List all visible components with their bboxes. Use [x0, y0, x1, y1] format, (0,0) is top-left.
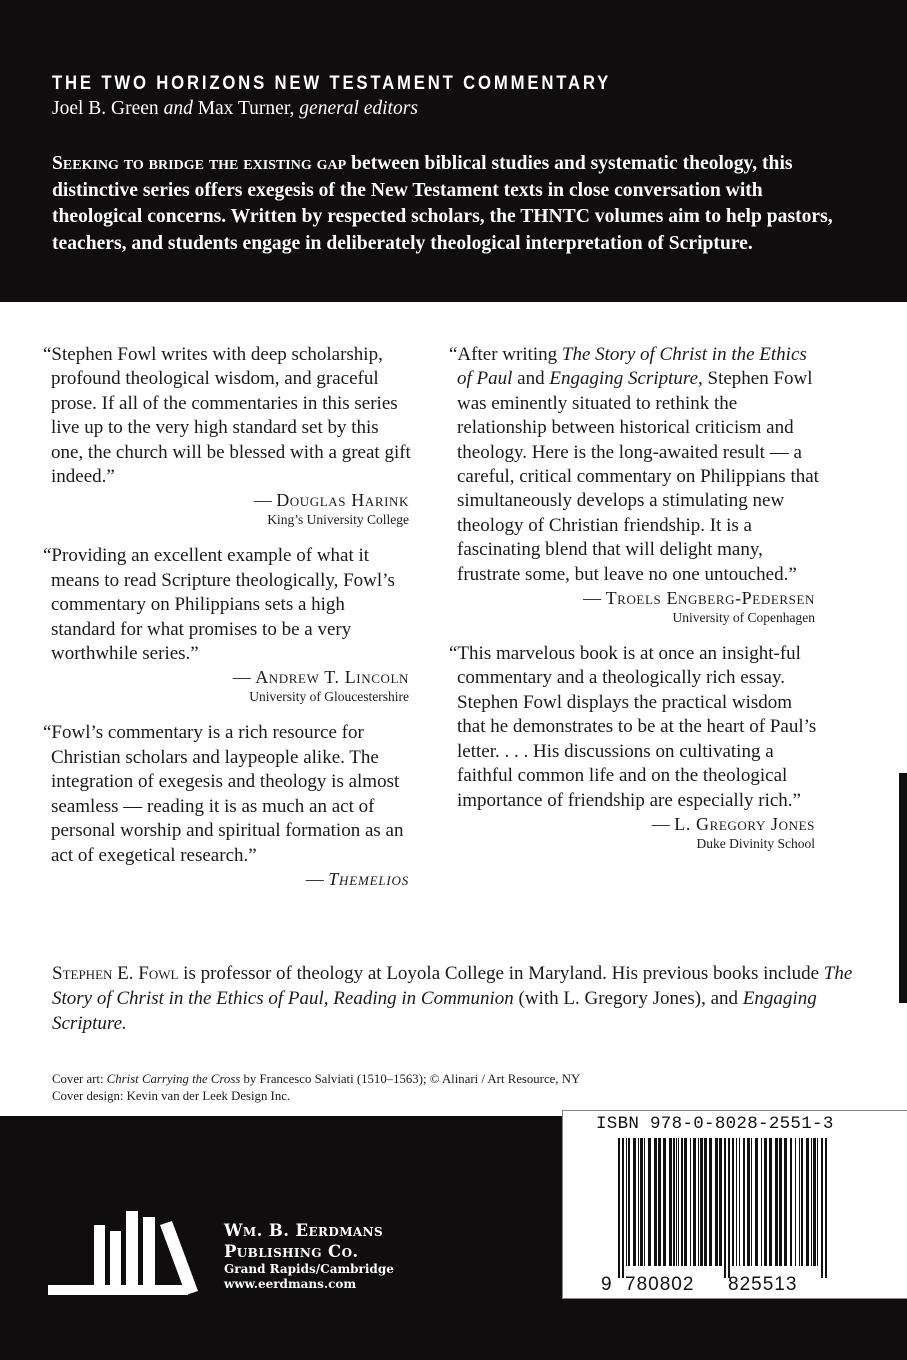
barcode-bar — [681, 1138, 683, 1266]
barcode-bars — [618, 1138, 827, 1278]
barcode-bar — [747, 1138, 750, 1266]
barcode-bar — [761, 1138, 762, 1266]
barcode-bar — [618, 1138, 620, 1278]
barcode-digits-group: 780802 — [625, 1274, 695, 1295]
barcode-bar — [622, 1138, 624, 1278]
barcode-bar — [709, 1138, 712, 1266]
editor-name: Joel B. Green — [52, 98, 159, 119]
isbn-number: ISBN 978-0-8028-2551-3 — [596, 1114, 834, 1134]
barcode-bar — [633, 1138, 636, 1266]
barcode-bar — [654, 1138, 657, 1266]
publisher-info — [224, 1220, 394, 1292]
barcode-bar — [764, 1138, 767, 1266]
barcode-bar — [704, 1138, 707, 1266]
series-header-band — [0, 0, 907, 302]
barcode-bar — [751, 1138, 752, 1266]
edge-mark — [899, 773, 907, 1003]
barcode-bar — [658, 1138, 661, 1266]
barcode-bar — [700, 1138, 703, 1266]
barcode-bar — [743, 1138, 745, 1266]
logo-book — [143, 1217, 155, 1295]
barcode-bar — [813, 1138, 816, 1266]
author-name: Stephen E. Fowl — [52, 963, 179, 984]
endorsement-text: “Fowl’s commentary is a rich resource for Christian scholars and laypeople alike. The integration of exegesis and theology is almost seamless — reading it is as much an act of personal worship and spiritual formation as an act of exegetical research.” — [43, 722, 404, 866]
series-title: THE TWO HORIZONS NEW TESTAMENT COMMENTARY — [52, 73, 612, 94]
barcode-bar — [795, 1138, 796, 1266]
logo-leaning-book — [160, 1221, 198, 1295]
editor-name: Max Turner, — [197, 98, 295, 119]
endorsement-author: — Troels Engberg-Pedersen — [583, 588, 815, 609]
publisher-location: Grand Rapids/Cambridge — [224, 1262, 394, 1276]
cover-art-credit: Cover art: Christ Carrying the Cross by Francesco Salviati (1510–1563); © Alinari / Art Resource, NY — [52, 1072, 581, 1086]
endorsement — [43, 721, 413, 889]
barcode-bar — [799, 1138, 800, 1266]
publisher-website: www.eerdmans.com — [224, 1277, 357, 1291]
endorsement-text: “This marvelous book is at once an insight-ful commentary and a theologically rich essay. Stephen Fowl displays the practical wisdom that he demonstrates to be at the heart of Paul’s letter. . . . His discussions on cultivating a faithful common life and on the theological importance of friendship are especially rich.” — [449, 643, 817, 811]
barcode-bar — [628, 1138, 630, 1266]
barcode-bar — [719, 1138, 722, 1266]
logo-book — [110, 1231, 121, 1295]
endorsement-author: — Andrew T. Lincoln — [232, 667, 409, 688]
endorsement — [449, 642, 819, 852]
endorsement — [449, 343, 819, 626]
barcode-bar — [648, 1138, 651, 1266]
barcode-digits-group: 825513 — [728, 1274, 798, 1295]
barcode-bar — [775, 1138, 778, 1266]
endorsement-author: — L. Gregory Jones — [651, 813, 815, 834]
barcode-bar — [626, 1138, 627, 1266]
endorsement-source: — Themelios — [305, 868, 409, 889]
endorsements-left-column — [43, 343, 413, 906]
publisher-name-2: Publishing Co. — [224, 1242, 359, 1261]
barcode-bar — [769, 1138, 772, 1266]
author-bio: Stephen E. Fowl is professor of theology at Loyola College in Maryland. His previous books include The Story of Christ in the Ethics of Paul, Reading in Communion (with L. Gregory Jones), and Engaging Scripture. — [52, 963, 853, 1034]
cover-credits — [52, 1071, 652, 1105]
barcode-first-digit: 9 — [601, 1274, 612, 1295]
barcode-bar — [640, 1138, 643, 1266]
endorsement-text: “Providing an excellent example of what it means to read Scripture theologically, Fowl’s commentary on Philippians sets a high standard for what promises to be a very worthwhile series.” — [43, 545, 395, 665]
endorsement-text: “Stephen Fowl writes with deep scholarship, profound theological wisdom, and graceful prose. If all of the commentaries in this series live up to the very high standard set by this one, the church will be blessed with a great gift indeed.” — [43, 344, 411, 488]
barcode-bar — [644, 1138, 645, 1266]
barcode-bar — [739, 1138, 740, 1266]
barcode-bar — [669, 1138, 672, 1266]
editors-role: general editors — [299, 98, 418, 119]
barcode-bar — [673, 1138, 675, 1266]
endorsement-institution: King’s University College — [267, 512, 409, 528]
barcode-bar — [676, 1138, 677, 1266]
barcode-bar — [755, 1138, 758, 1266]
endorsement-author: — Douglas Harink — [253, 490, 409, 511]
barcode-bar — [684, 1138, 687, 1266]
barcode-bar — [736, 1138, 737, 1266]
series-description — [52, 151, 852, 257]
cover-design-credit: Cover design: Kevin van der Leek Design Inc. — [52, 1089, 291, 1103]
logo-book — [94, 1225, 105, 1295]
publisher-logo — [48, 1211, 218, 1299]
barcode-bar — [732, 1138, 734, 1266]
endorsement-text: “After writing The Story of Christ in the Ethics of Paul and Engaging Scripture, Stephen Fowl was eminently situated to rethink the relationship between historical criticism and theology. Here is the long-awaited result — a careful, critical commentary on Philippians that simultaneously develops a stimulating new theology of Christian friendship. It is a fascinating blend that will delight many, frustrate some, but leave no one untouched.” — [449, 344, 819, 585]
barcode-bar — [779, 1138, 782, 1266]
general-editors — [52, 98, 418, 120]
barcode-bar — [678, 1138, 679, 1266]
barcode-bar — [801, 1138, 803, 1266]
logo-book — [126, 1211, 138, 1295]
barcode-bar — [698, 1138, 699, 1266]
barcode-bar — [811, 1138, 812, 1266]
barcode-bar — [715, 1138, 718, 1266]
barcode-bar — [825, 1138, 827, 1278]
endorsement-institution: Duke Divinity School — [696, 835, 815, 851]
publisher-name: Wm. B. Eerdmans — [224, 1221, 384, 1240]
barcode-bar — [693, 1138, 696, 1266]
and-word: and — [163, 98, 193, 119]
barcode-bar — [724, 1138, 726, 1278]
endorsement — [43, 544, 413, 705]
description-lead: Seeking to bridge the existing gap — [52, 153, 347, 174]
isbn-barcode-box — [562, 1110, 907, 1299]
description-body: between biblical studies and systematic theology, this distinctive series offers exegesis of the New Testament texts in close conversation with theological concerns. Written by respected scholars, the THNTC volumes aim to help pastors, teachers, and students engage in deliberately theological interpretation of Scripture. — [52, 153, 833, 254]
barcode-bar — [790, 1138, 792, 1266]
endorsement-institution: University of Copenhagen — [672, 610, 815, 626]
barcode — [563, 1111, 907, 1298]
endorsement — [43, 343, 413, 528]
barcode-bar — [690, 1138, 691, 1266]
barcode-bar — [821, 1138, 823, 1278]
barcode-bar — [784, 1138, 787, 1266]
endorsements-right-column — [449, 343, 819, 868]
barcode-bar — [817, 1138, 818, 1266]
barcode-bar — [638, 1138, 639, 1266]
barcode-bar — [728, 1138, 730, 1278]
endorsement-institution: University of Gloucestershire — [249, 689, 409, 705]
barcode-bar — [806, 1138, 809, 1266]
barcode-bar — [663, 1138, 666, 1266]
